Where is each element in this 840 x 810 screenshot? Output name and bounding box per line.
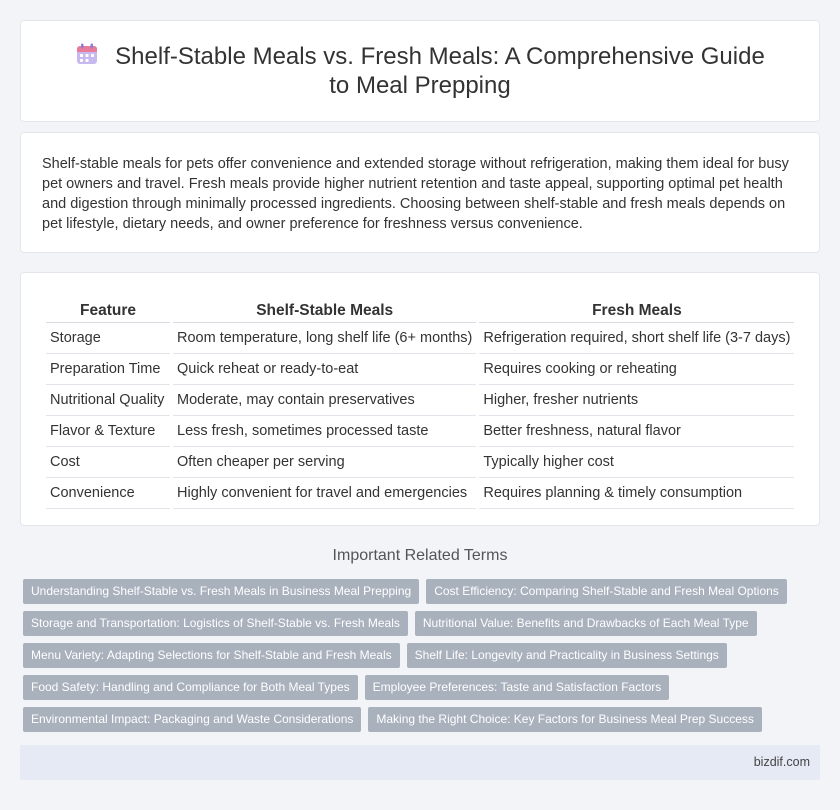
table-row (46, 323, 794, 354)
tag-row (23, 707, 813, 732)
related-term-tag[interactable]: Menu Variety: Adapting Selections for Shelf-Stable and Fresh Meals (23, 643, 400, 668)
row-shelf-stable: Less fresh, sometimes processed taste (173, 416, 476, 447)
title-text: Shelf-Stable Meals vs. Fresh Meals: A Comprehensive Guide to Meal Prepping (115, 43, 765, 99)
related-term-tag[interactable]: Making the Right Choice: Key Factors for Business Meal Prep Success (368, 707, 762, 732)
table-row (46, 478, 794, 509)
header-shelf-stable: Shelf-Stable Meals (173, 295, 476, 323)
related-term-tag[interactable]: Shelf Life: Longevity and Practicality in Business Settings (407, 643, 727, 668)
intro-card (20, 132, 820, 253)
tag-row (23, 675, 813, 700)
tag-row (23, 579, 813, 604)
page-title (70, 42, 770, 100)
comparison-card (20, 272, 820, 526)
tag-row (23, 611, 813, 636)
table-row (46, 385, 794, 416)
related-terms-title: Important Related Terms (332, 547, 508, 564)
footer (20, 745, 820, 780)
calendar-icon (75, 42, 99, 66)
title-card (20, 20, 820, 122)
related-term-tag[interactable]: Environmental Impact: Packaging and Waste Considerations (23, 707, 361, 732)
row-feature: Storage (46, 323, 170, 354)
row-feature: Preparation Time (46, 354, 170, 385)
footer-site-link[interactable]: bizdif.com (753, 755, 810, 769)
row-feature: Cost (46, 447, 170, 478)
row-shelf-stable: Moderate, may contain preservatives (173, 385, 476, 416)
related-term-tag[interactable]: Employee Preferences: Taste and Satisfaction Factors (365, 675, 670, 700)
header-fresh: Fresh Meals (479, 295, 794, 323)
intro-paragraph: Shelf-stable meals for pets offer convenience and extended storage without refrigeration, making them ideal for busy pet owners and travel. Fresh meals provide higher nutrient retention and taste appeal, supporting optimal pet health and digestion through minimally processed ingredients. Choosing between shelf-stable and fresh meals depends on pet lifestyle, dietary needs, and owner preference for freshness versus convenience. (42, 156, 789, 232)
row-feature: Convenience (46, 478, 170, 509)
row-fresh: Refrigeration required, short shelf life (3-7 days) (479, 323, 794, 354)
row-feature: Nutritional Quality (46, 385, 170, 416)
row-shelf-stable: Highly convenient for travel and emergencies (173, 478, 476, 509)
table-row (46, 354, 794, 385)
related-term-tag[interactable]: Storage and Transportation: Logistics of Shelf-Stable vs. Fresh Meals (23, 611, 408, 636)
row-shelf-stable: Quick reheat or ready-to-eat (173, 354, 476, 385)
related-term-tag[interactable]: Food Safety: Handling and Compliance for Both Meal Types (23, 675, 358, 700)
table-row (46, 447, 794, 478)
row-fresh: Higher, fresher nutrients (479, 385, 794, 416)
row-fresh: Requires cooking or reheating (479, 354, 794, 385)
comparison-table (43, 295, 797, 509)
table-header-row (46, 295, 794, 323)
header-feature: Feature (46, 295, 170, 323)
table-row (46, 416, 794, 447)
row-fresh: Typically higher cost (479, 447, 794, 478)
tag-row (23, 643, 813, 668)
related-term-tag[interactable]: Understanding Shelf-Stable vs. Fresh Meals in Business Meal Prepping (23, 579, 419, 604)
related-terms-list (23, 579, 813, 739)
row-shelf-stable: Room temperature, long shelf life (6+ months) (173, 323, 476, 354)
related-term-tag[interactable]: Cost Efficiency: Comparing Shelf-Stable and Fresh Meal Options (426, 579, 787, 604)
row-shelf-stable: Often cheaper per serving (173, 447, 476, 478)
row-fresh: Better freshness, natural flavor (479, 416, 794, 447)
row-feature: Flavor & Texture (46, 416, 170, 447)
related-term-tag[interactable]: Nutritional Value: Benefits and Drawbacks of Each Meal Type (415, 611, 757, 636)
row-fresh: Requires planning & timely consumption (479, 478, 794, 509)
